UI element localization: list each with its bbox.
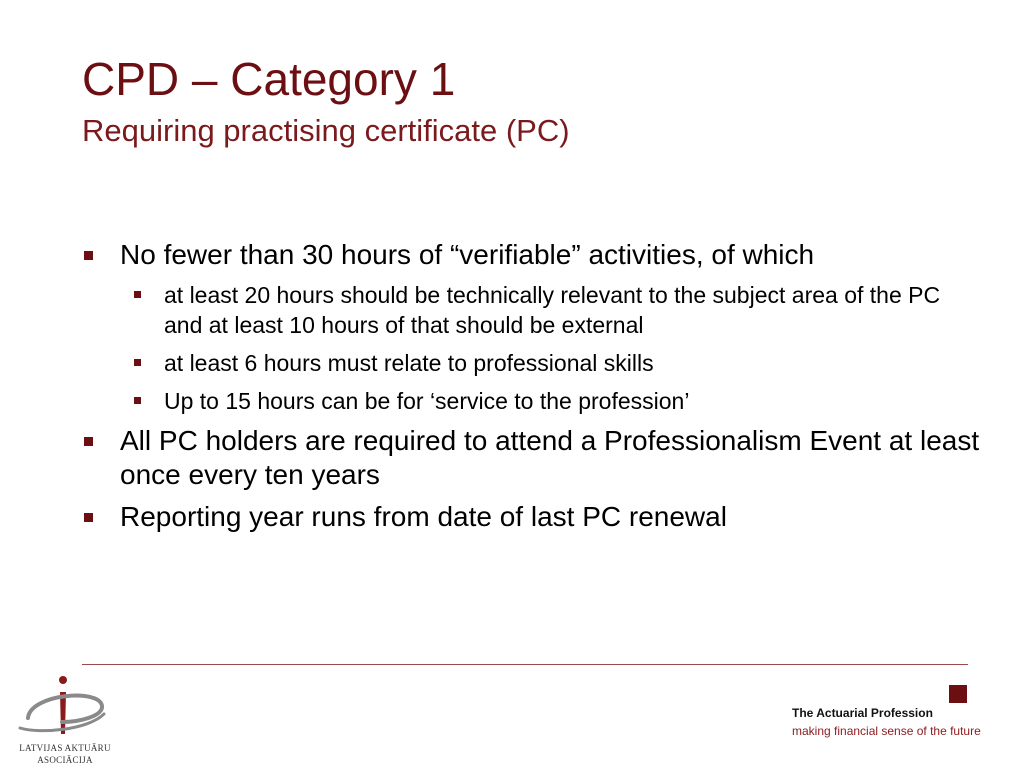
bullet-item [82,500,982,534]
bullet-text: All PC holders are required to attend a Professionalism Event at least once every ten years [120,425,980,490]
square-bullet-icon [84,513,93,522]
bullet-text: No fewer than 30 hours of “verifiable” activities, of which [120,239,815,270]
sub-bullet-text: Up to 15 hours can be for ‘service to the profession’ [164,388,690,414]
brand-tagline: making financial sense of the future [792,724,981,738]
slide-title: CPD – Category 1 [82,53,456,105]
association-emblem-icon [10,672,120,744]
sub-bullet-list [82,280,982,416]
square-bullet-icon [84,437,93,446]
latvian-actuarial-association-logo [10,672,120,768]
association-name-line2: ASOCIĀCIJA [37,755,93,765]
brand-square-icon [949,685,967,703]
bullet-list [82,238,982,542]
bullet-text: Reporting year runs from date of last PC renewal [120,501,727,532]
association-name-line1: LATVIJAS AKTUĀRU [19,743,111,753]
footer-divider [82,664,968,665]
sub-bullet-item [118,280,982,340]
sub-bullet-text: at least 20 hours should be technically relevant to the subject area of the PC and at least 10 hours of that should be external [164,282,941,338]
square-bullet-icon [134,397,141,404]
square-bullet-icon [134,291,141,298]
sub-bullet-item [118,348,982,378]
sub-bullet-item [118,386,982,416]
square-bullet-icon [134,359,141,366]
bullet-item [82,238,982,272]
sub-bullet-text: at least 6 hours must relate to professional skills [164,350,654,376]
association-name [10,742,120,766]
square-bullet-icon [84,251,93,260]
bullet-item [82,424,982,492]
brand-name: The Actuarial Profession [792,706,933,720]
slide-subtitle: Requiring practising certificate (PC) [82,113,570,148]
